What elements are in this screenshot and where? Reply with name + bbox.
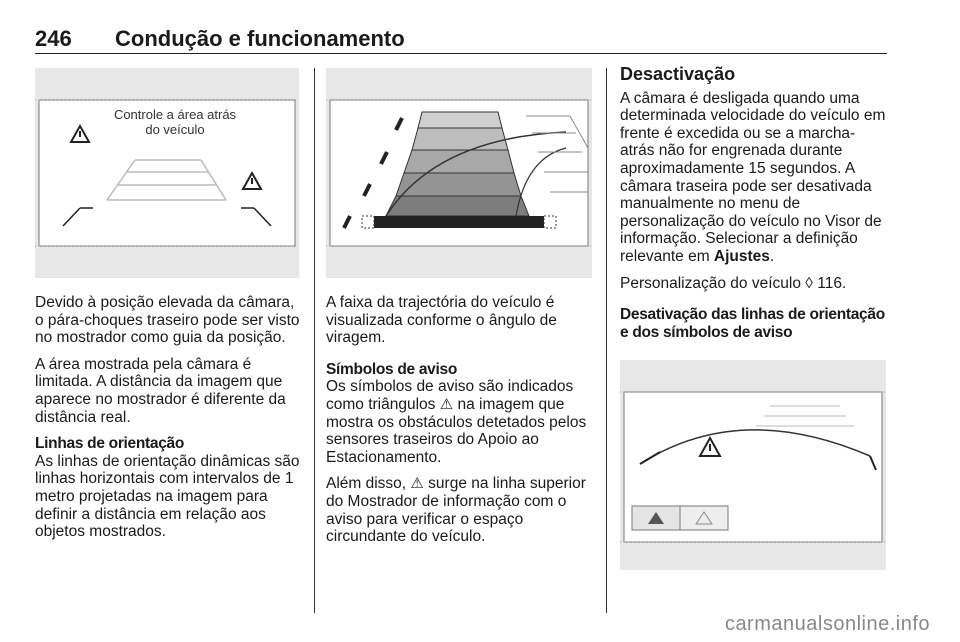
- figure-deactivation: [620, 360, 886, 570]
- section-heading: Símbolos de aviso: [326, 360, 457, 378]
- cross-reference: Personalização do veículo ◊ 116.: [620, 274, 847, 292]
- reference-arrow-icon: ◊: [805, 274, 813, 292]
- section-heading: Desativação das linhas de orientação e dos símbolos de aviso: [620, 306, 885, 341]
- paragraph: A câmara é desligada quando uma determinada velocidade do veículo em frente é excedida ou se a marcha-atrás não for engrenada durante aproximadamente 15 segundos. A câmara traseira pode ser desativada manualmente no menu de personalização do veículo no Visor de informação. Selecionar a definição relevante em Ajustes.: [620, 89, 886, 265]
- paragraph: As linhas de orientação dinâmicas são linhas horizontais com intervalos de 1 metro projetadas na imagem para definir a distância em relação aos objetos mostrados.: [35, 452, 300, 541]
- watermark: carmanualsonline.info: [724, 613, 930, 635]
- column-2: [326, 294, 594, 555]
- message-line1: Controle a área atrás: [113, 107, 237, 122]
- paragraph: Os símbolos de aviso são indicados como triângulos ⚠ na imagem que mostra os obstáculos detetados pelos sensores traseiros do Apoio ao Estacionamento.: [326, 378, 587, 466]
- column-3: [620, 66, 888, 341]
- header-rule: [35, 53, 887, 54]
- column-divider-1: [314, 68, 315, 613]
- figure-trajectory-guides: [326, 68, 592, 278]
- figure-camera-warning: [35, 68, 299, 278]
- page-title: Condução e funcionamento: [115, 26, 405, 51]
- column-1: [35, 294, 303, 550]
- paragraph: A área mostrada pela câmara é limitada. A distância da imagem que aparece no mostrador é diferente da distância real.: [35, 355, 286, 426]
- paragraph: Devido à posição elevada da câmara, o pára-choques traseiro pode ser visto no mostrador como guia da posição.: [35, 294, 300, 347]
- page-header: [35, 26, 405, 52]
- paragraph: Além disso, ⚠ surge na linha superior do Mostrador de informação com o aviso para verificar o espaço circundante do veículo.: [326, 475, 586, 546]
- section-heading: Desactivação: [620, 64, 736, 84]
- page-number: 246: [35, 26, 72, 51]
- section-heading: Linhas de orientação: [35, 435, 185, 453]
- warning-triangle-icon: ⚠: [439, 395, 454, 413]
- column-divider-2: [606, 68, 607, 613]
- paragraph: A faixa da trajectória do veículo é visualizada conforme o ângulo de viragem.: [326, 294, 557, 347]
- warning-triangle-icon: ⚠: [410, 475, 424, 493]
- message-line2: do veículo: [145, 122, 205, 137]
